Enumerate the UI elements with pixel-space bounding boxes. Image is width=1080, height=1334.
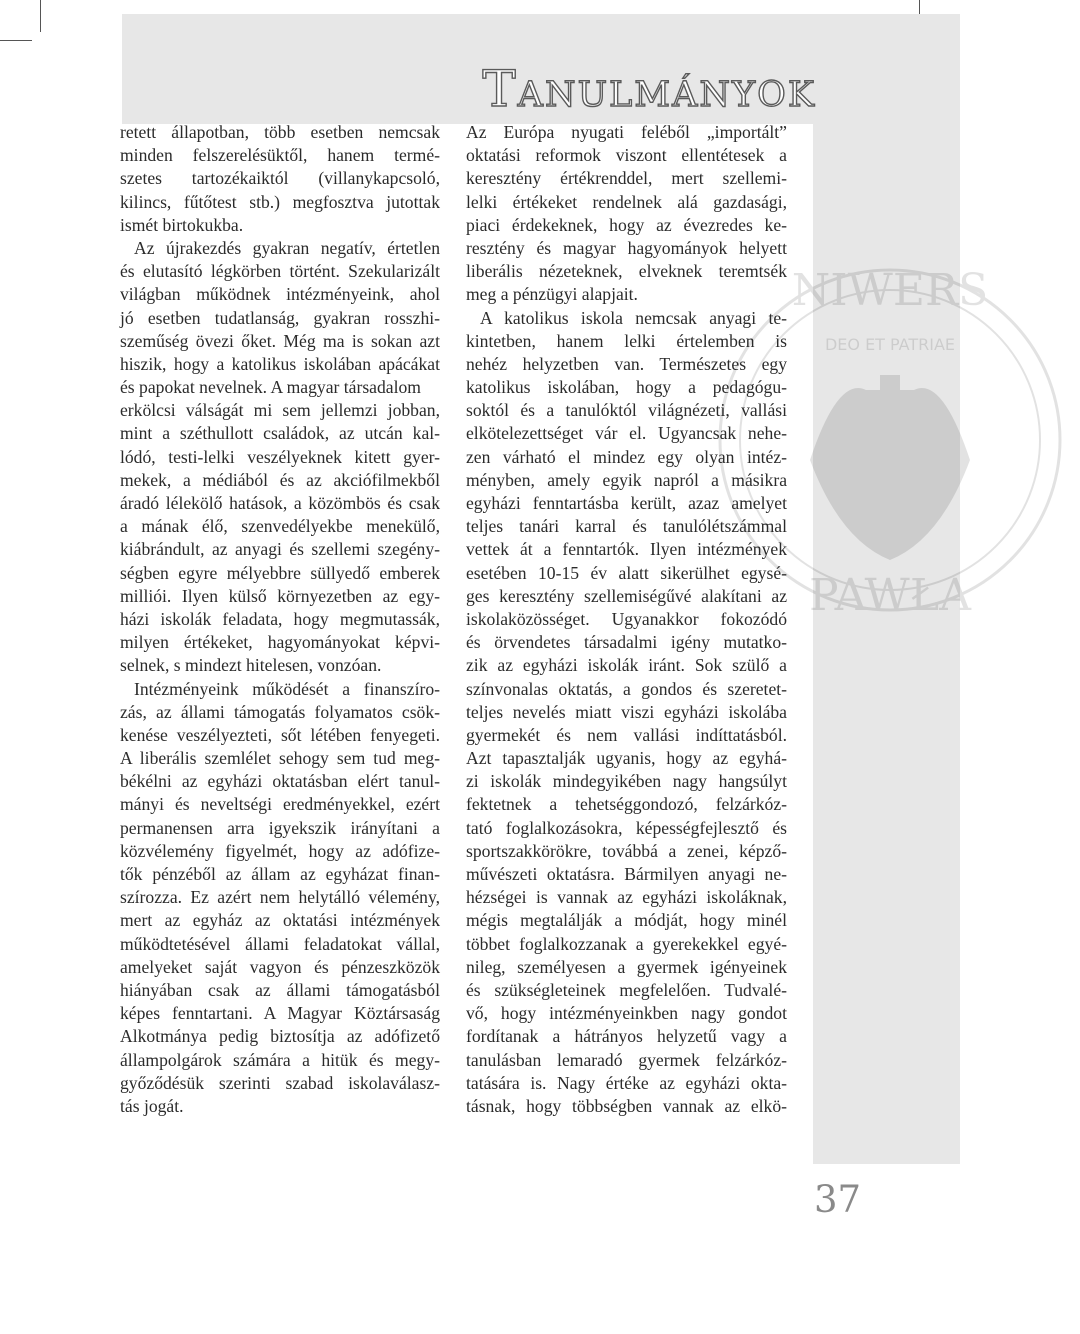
- text-line: zi iskolák mindegyikében nagy hangsúlyt: [466, 771, 787, 792]
- text-line: resztény és magyar hagyományok helyett: [466, 237, 787, 258]
- text-line: teljes tanári karral és tanulólétszámmal: [466, 516, 787, 537]
- text-line: lelki értékeket rendelnek alá gazdasági,: [466, 191, 787, 212]
- text-line: iskolaközösséget. Ugyanakkor fokozódó: [466, 608, 787, 629]
- text-line: ményben, amely egyik napról a másikra: [466, 469, 787, 490]
- text-line: ges keresztény szellemiségűvé alakítani az: [466, 585, 787, 606]
- right-column: [466, 121, 787, 1118]
- text-line: színvonalas oktatás, a gondos és szeretet-: [466, 678, 787, 699]
- text-line: békélni az egyházi oktatásban elért tanul-: [120, 771, 440, 792]
- text-line: többet foglalkozzanak a gyerekekkel egyé-: [466, 933, 787, 954]
- text-line: hézségei is vannak az egyházi iskoláknak,: [466, 887, 787, 908]
- text-line: nehéz helyzetben van. Természetes egy: [466, 353, 787, 374]
- text-line: vettek át a fenntartók. Ilyen intézmények: [466, 539, 787, 560]
- text-line: kiábrándult, az anyagi és szellemi szegény-: [120, 539, 440, 560]
- text-line: mégis megtalálják a módját, hogy minél: [466, 910, 787, 931]
- text-line: képes fenntartani. A Magyar Köztársaság: [120, 1003, 440, 1024]
- text-line: hiszik, hogy a katolikus iskolában apácákat: [120, 353, 440, 374]
- text-line: nileg, személyesen a gyermek igényeinek: [466, 956, 787, 977]
- text-line: és papokat nevelnek. A magyar társadalom: [120, 377, 421, 398]
- text-line: piaci érdekeknek, hogy az évezredes ke-: [466, 214, 787, 235]
- text-line: szetes tartozékaiktól (villanykapcsoló,: [120, 168, 440, 189]
- text-line: és elutasító légkörben történt. Szekularizált: [120, 261, 440, 282]
- text-line: és örvendetes társadalmi igény mutatko-: [466, 632, 787, 653]
- text-line: soktól és a tanulóktól világnézeti, vallási: [466, 400, 787, 421]
- text-line: zen várható el mindez egy olyan intéz-: [466, 446, 787, 467]
- text-line: keresztény értékrenddel, mert szellemi-: [466, 168, 787, 189]
- text-line: A liberális szemlélet sehogy sem tud meg-: [120, 748, 440, 769]
- text-line: amelyeket saját vagyon és pénzeszközök: [120, 956, 440, 977]
- text-line: retett állapotban, több esetben nemcsak: [120, 122, 440, 142]
- text-line: milyen értékeket, hagyományokat képvi-: [120, 632, 440, 653]
- text-line: tatására is. Nagy értéke az egyházi okta-: [466, 1072, 787, 1093]
- text-line: milliói. Ilyen külső környezetben az egy-: [120, 585, 440, 606]
- text-line: Intézményeink működését a finanszíro-: [134, 678, 440, 699]
- text-line: meg a pénzügyi alapjait.: [466, 284, 638, 305]
- left-column: [120, 121, 440, 1118]
- text-line: művészeti oktatásra. Bármilyen anyagi ne-: [466, 864, 787, 884]
- text-line: Az újrakezdés gyakran negatív, értetlen: [134, 237, 440, 258]
- text-line: egyházi fenntartásba került, azaz amelyet: [466, 493, 787, 513]
- text-line: selnek, s mindezt hitelesen, vonzóan.: [120, 655, 382, 676]
- text-line: házi iskolák feladata, hogy megmutassák,: [120, 608, 440, 629]
- seal-top-text: NIWERS: [791, 265, 989, 316]
- text-line: hiányában csak az állami támogatásból: [120, 979, 440, 1000]
- text-line: állampolgárok számára a hitük és megy-: [120, 1049, 440, 1070]
- seal-bottom-text: PAWŁA: [809, 570, 971, 621]
- text-line: minden felszerelésüktől, hanem termé-: [120, 145, 440, 166]
- text-line: működtetésével állami feladatokat vállal,: [120, 933, 440, 954]
- text-line: elkötelezettséget vár el. Ugyancsak nehe-: [466, 423, 787, 444]
- text-line: katolikus iskolában, hogy a pedagógu-: [466, 377, 787, 398]
- text-line: zás, az állami támogatás folyamatos csök-: [120, 701, 440, 722]
- crop-mark: [0, 40, 32, 41]
- text-line: tanulásban lemaradó gyermek felzárkóz-: [466, 1049, 787, 1070]
- text-line: gyermekét és nem vallási indíttatásból.: [466, 724, 787, 745]
- text-line: mint a széthullott családok, az utcán kal-: [120, 423, 440, 444]
- text-line: ségben egyre mélyebbre süllyedő emberek: [120, 562, 440, 583]
- text-line: áradó lélekölő hatások, a közömbös és csak: [120, 493, 440, 513]
- text-line: mert az egyház az oktatási intézmények: [120, 910, 440, 931]
- text-line: mekek, a médiából és az akciófilmekből: [120, 469, 440, 490]
- text-line: és szükségleteinek megfelelően. Tudvalé-: [466, 979, 787, 1000]
- text-line: zik az egyházi iskolák iránt. Sok szülő a: [466, 655, 787, 676]
- text-line: világban működnek intézményeink, ahol: [120, 284, 440, 305]
- text-line: a mának élő, szenvedélyekbe menekülő,: [120, 516, 440, 537]
- text-line: fordítanak a hátrányos helyzetű vagy a: [466, 1026, 787, 1047]
- text-line: A katolikus iskola nemcsak anyagi te-: [480, 307, 787, 328]
- text-line: mányi és neveltségi eredményekkel, ezért: [120, 794, 440, 815]
- text-line: oktatási reformok viszont ellentétesek a: [466, 145, 787, 166]
- text-line: ismét birtokukba.: [120, 214, 244, 235]
- text-line: vő, hogy intézményeinkben nagy gondot: [466, 1003, 787, 1024]
- text-line: erkölcsi válságát mi sem jellemzi jobban,: [120, 400, 440, 421]
- text-line: esetében 10-15 év alatt sikerülhet egysé-: [466, 562, 787, 583]
- text-line: lódó, testi-lelki veszélyeknek kitett gyer-: [120, 446, 440, 467]
- section-title: Tanulmányok: [482, 60, 816, 118]
- text-line: kilincs, fűtőtest stb.) megfosztva jutottak: [120, 191, 440, 212]
- text-line: közvélemény figyelmét, hogy az adófize-: [120, 840, 440, 861]
- text-line: Azt tapasztalják ugyanis, hogy az egyhá-: [466, 748, 787, 769]
- text-line: tők pénzéből az állam az egyházat finan-: [120, 864, 440, 884]
- text-line: kenése veszélyezteti, sőt létében fenyegeti.: [120, 724, 440, 745]
- crop-mark: [40, 0, 41, 32]
- text-line: tás jogát.: [120, 1095, 184, 1116]
- text-line: tató foglalkozásokra, képességfejlesztő és: [466, 817, 787, 838]
- seal-motto: DEO ET PATRIAE: [824, 335, 956, 354]
- text-line: permanensen arra igyekszik irányítani a: [120, 817, 440, 838]
- text-line: liberális nézeteknek, elveknek teremtsék: [466, 261, 787, 282]
- text-line: kintetben, hanem lelki értelemben is: [466, 330, 787, 351]
- text-line: teljes nevelés miatt viszi egyházi iskolába: [466, 701, 787, 722]
- page-number: 37: [814, 1178, 862, 1221]
- text-line: sportszakkörökre, továbbá a zenei, képző-: [466, 840, 787, 861]
- text-line: Az Európa nyugati feléből „importált”: [466, 122, 787, 142]
- text-line: Alkotmánya pedig biztosítja az adófizető: [120, 1026, 440, 1047]
- text-line: szírozza. Ez azért nem helytálló vélemény,: [120, 887, 440, 908]
- text-line: győződésük szerinti szabad iskolaválasz-: [120, 1072, 440, 1093]
- text-line: tásnak, hogy többségben vannak az elkö-: [466, 1095, 787, 1116]
- text-line: szeműség övezi őket. Még ma is sokan azt: [120, 330, 440, 351]
- text-line: jó esetben tudatlanság, gyakran rosszhi-: [120, 307, 440, 328]
- text-line: fektetnek a tehetséggondozó, felzárkóz-: [466, 794, 787, 815]
